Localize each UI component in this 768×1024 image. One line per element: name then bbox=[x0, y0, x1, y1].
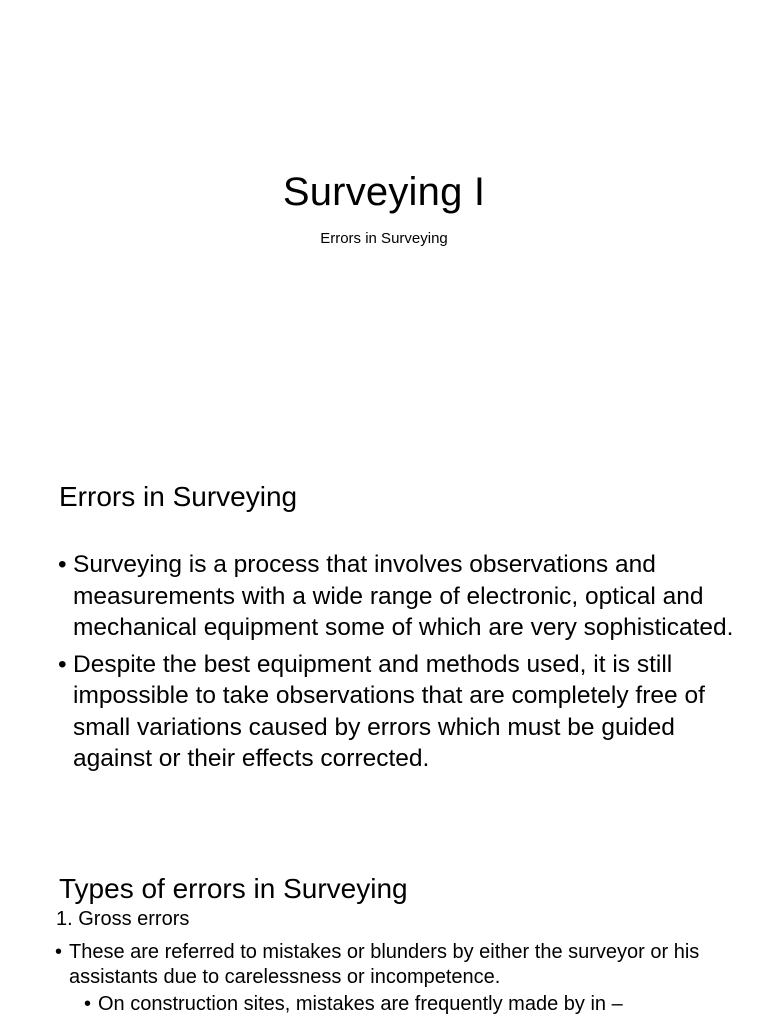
sub-bullet-item bbox=[84, 992, 755, 1017]
bullet-text: Surveying is a process that involves observations and measurements with a wide range of electronic, optical and mechanical equipment some of which are very sophisticated. bbox=[73, 551, 734, 641]
bullet-dot-icon: • bbox=[58, 551, 67, 578]
bullet-text: Despite the best equipment and methods used, it is still impossible to take observations that are completely free of small variations caused by errors which must be guided against or their effects corrected. bbox=[73, 650, 705, 772]
bullet-dot-icon: • bbox=[84, 993, 92, 1015]
bullet-item bbox=[58, 649, 748, 775]
bullet-item bbox=[58, 549, 748, 644]
errors-bullet-list bbox=[58, 549, 748, 780]
types-bullet-list bbox=[55, 940, 755, 1019]
bullet-item bbox=[55, 940, 755, 990]
numbered-item: 1. Gross errors bbox=[56, 908, 190, 930]
bullet-text: These are referred to mistakes or blunders by either the surveyor or his assistants due to carelessness or incompetence. bbox=[69, 941, 700, 988]
bullet-dot-icon: • bbox=[55, 941, 63, 963]
bullet-dot-icon: • bbox=[58, 650, 67, 678]
presentation-subtitle: Errors in Surveying bbox=[320, 230, 448, 247]
errors-slide bbox=[0, 432, 768, 864]
sub-bullet-text: On construction sites, mistakes are frequently made by in – bbox=[98, 993, 623, 1015]
types-slide-heading: Types of errors in Surveying bbox=[59, 873, 408, 904]
types-slide bbox=[0, 864, 768, 1024]
presentation-title: Surveying I bbox=[282, 170, 486, 214]
title-slide bbox=[0, 0, 768, 432]
errors-slide-heading: Errors in Surveying bbox=[59, 481, 298, 512]
